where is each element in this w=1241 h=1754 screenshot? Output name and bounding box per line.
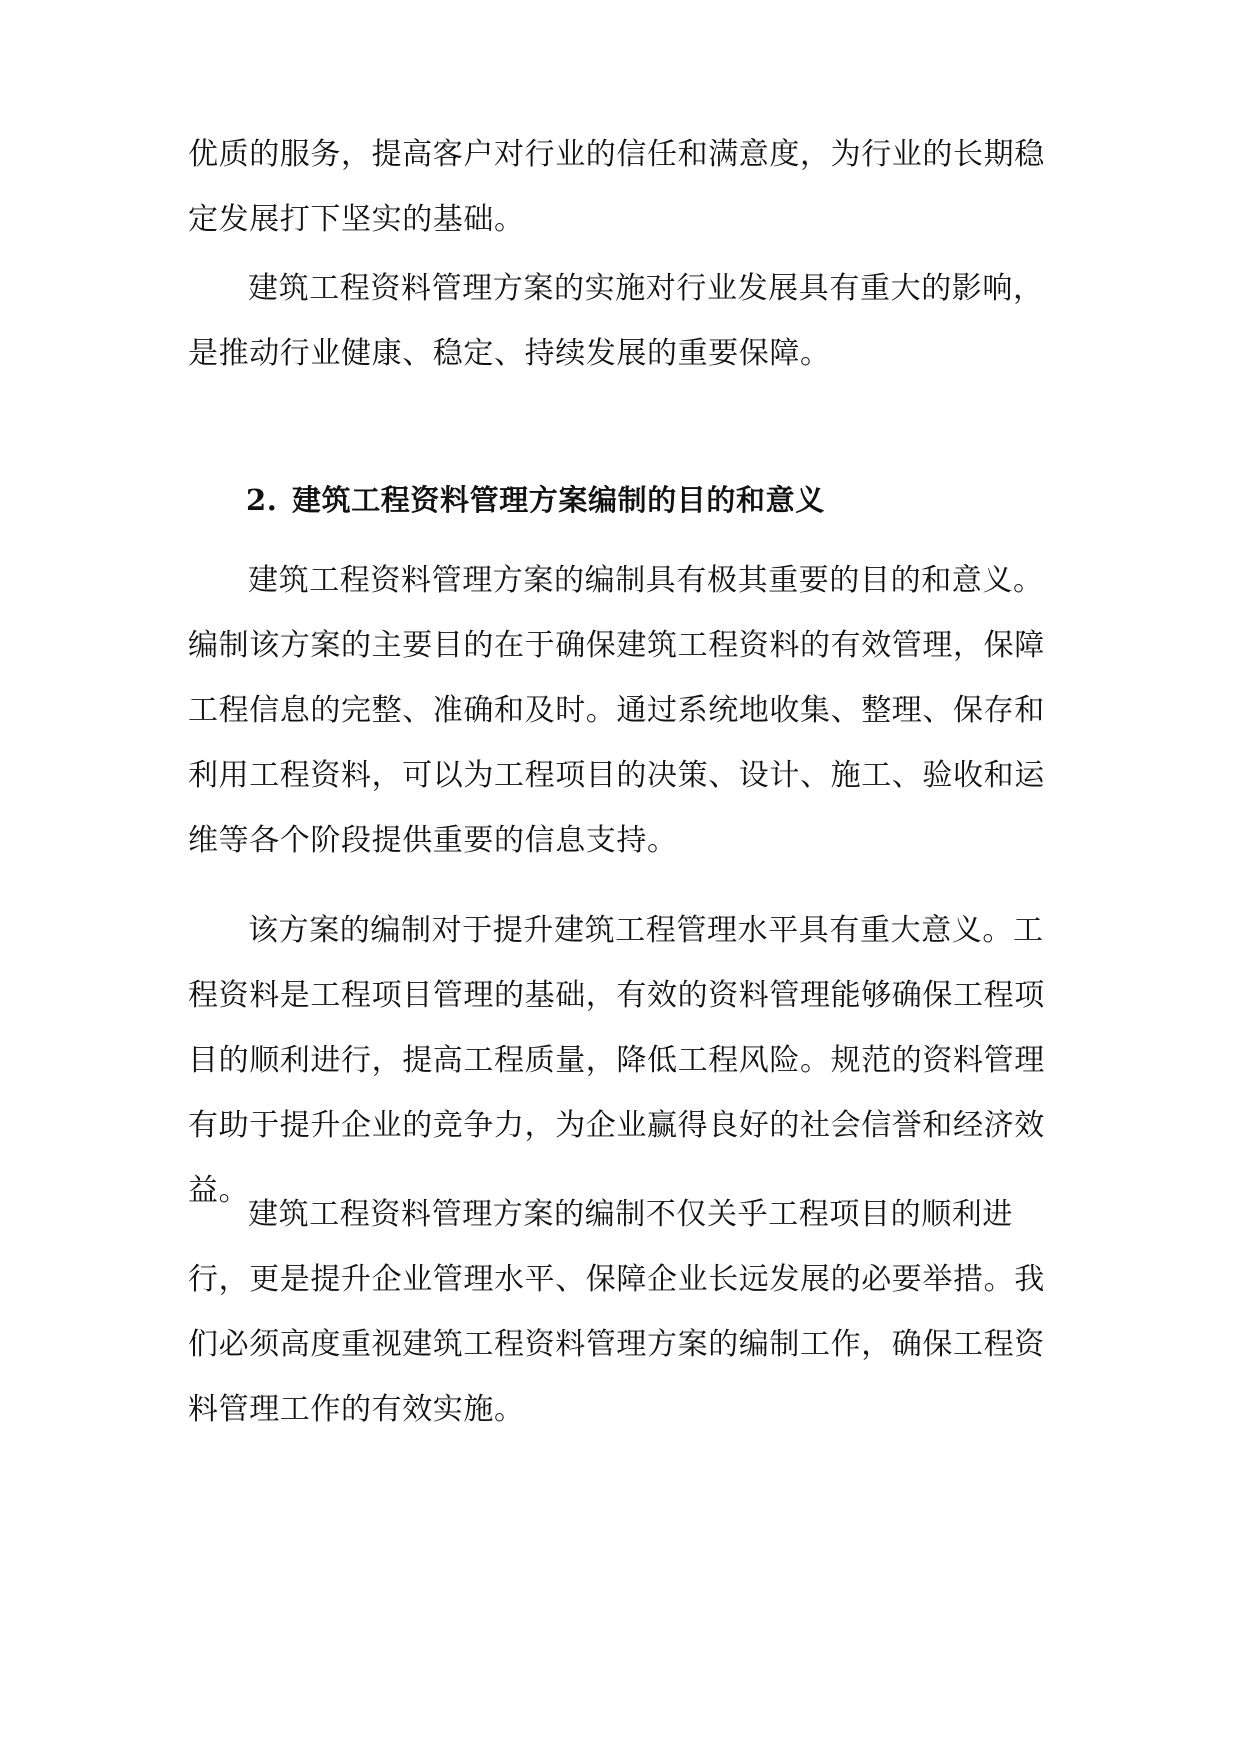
paragraph-purpose: 建筑工程资料管理方案的编制具有极其重要的目的和意义。编制该方案的主要目的在于确保建筑工程资料的有效管理，保障工程信息的完整、准确和及时。通过系统地收集、整理、保存和利用工程资料，可以为工程项目的决策、设计、施工、验收和运维等各个阶段提供重要的信息支持。 — [188, 563, 1045, 858]
paragraph-conclusion: 建筑工程资料管理方案的编制不仅关乎工程项目的顺利进行，更是提升企业管理水平、保障企业长远发展的必要举措。我们必须高度重视建筑工程资料管理方案的编制工作，确保工程资料管理工作的有效实施。 — [188, 1197, 1045, 1427]
section-title: 建筑工程资料管理方案编制的目的和意义 — [292, 483, 825, 517]
paragraph-impact: 建筑工程资料管理方案的实施对行业发展具有重大的影响，是推动行业健康、稳定、持续发展的重要保障。 — [188, 271, 1044, 371]
section-heading — [246, 478, 1064, 522]
paragraph-significance: 该方案的编制对于提升建筑工程管理水平具有重大意义。工程资料是工程项目管理的基础，有效的资料管理能够确保工程项目的顺利进行，提高工程质量，降低工程风险。规范的资料管理有助于提升企业的竞争力，为企业赢得良好的社会信誉和经济效益。 — [188, 913, 1045, 1208]
section-number: 2. — [246, 483, 278, 517]
paragraph-continued: 优质的服务，提高客户对行业的信任和满意度，为行业的长期稳定发展打下坚实的基础。 — [188, 137, 1045, 237]
